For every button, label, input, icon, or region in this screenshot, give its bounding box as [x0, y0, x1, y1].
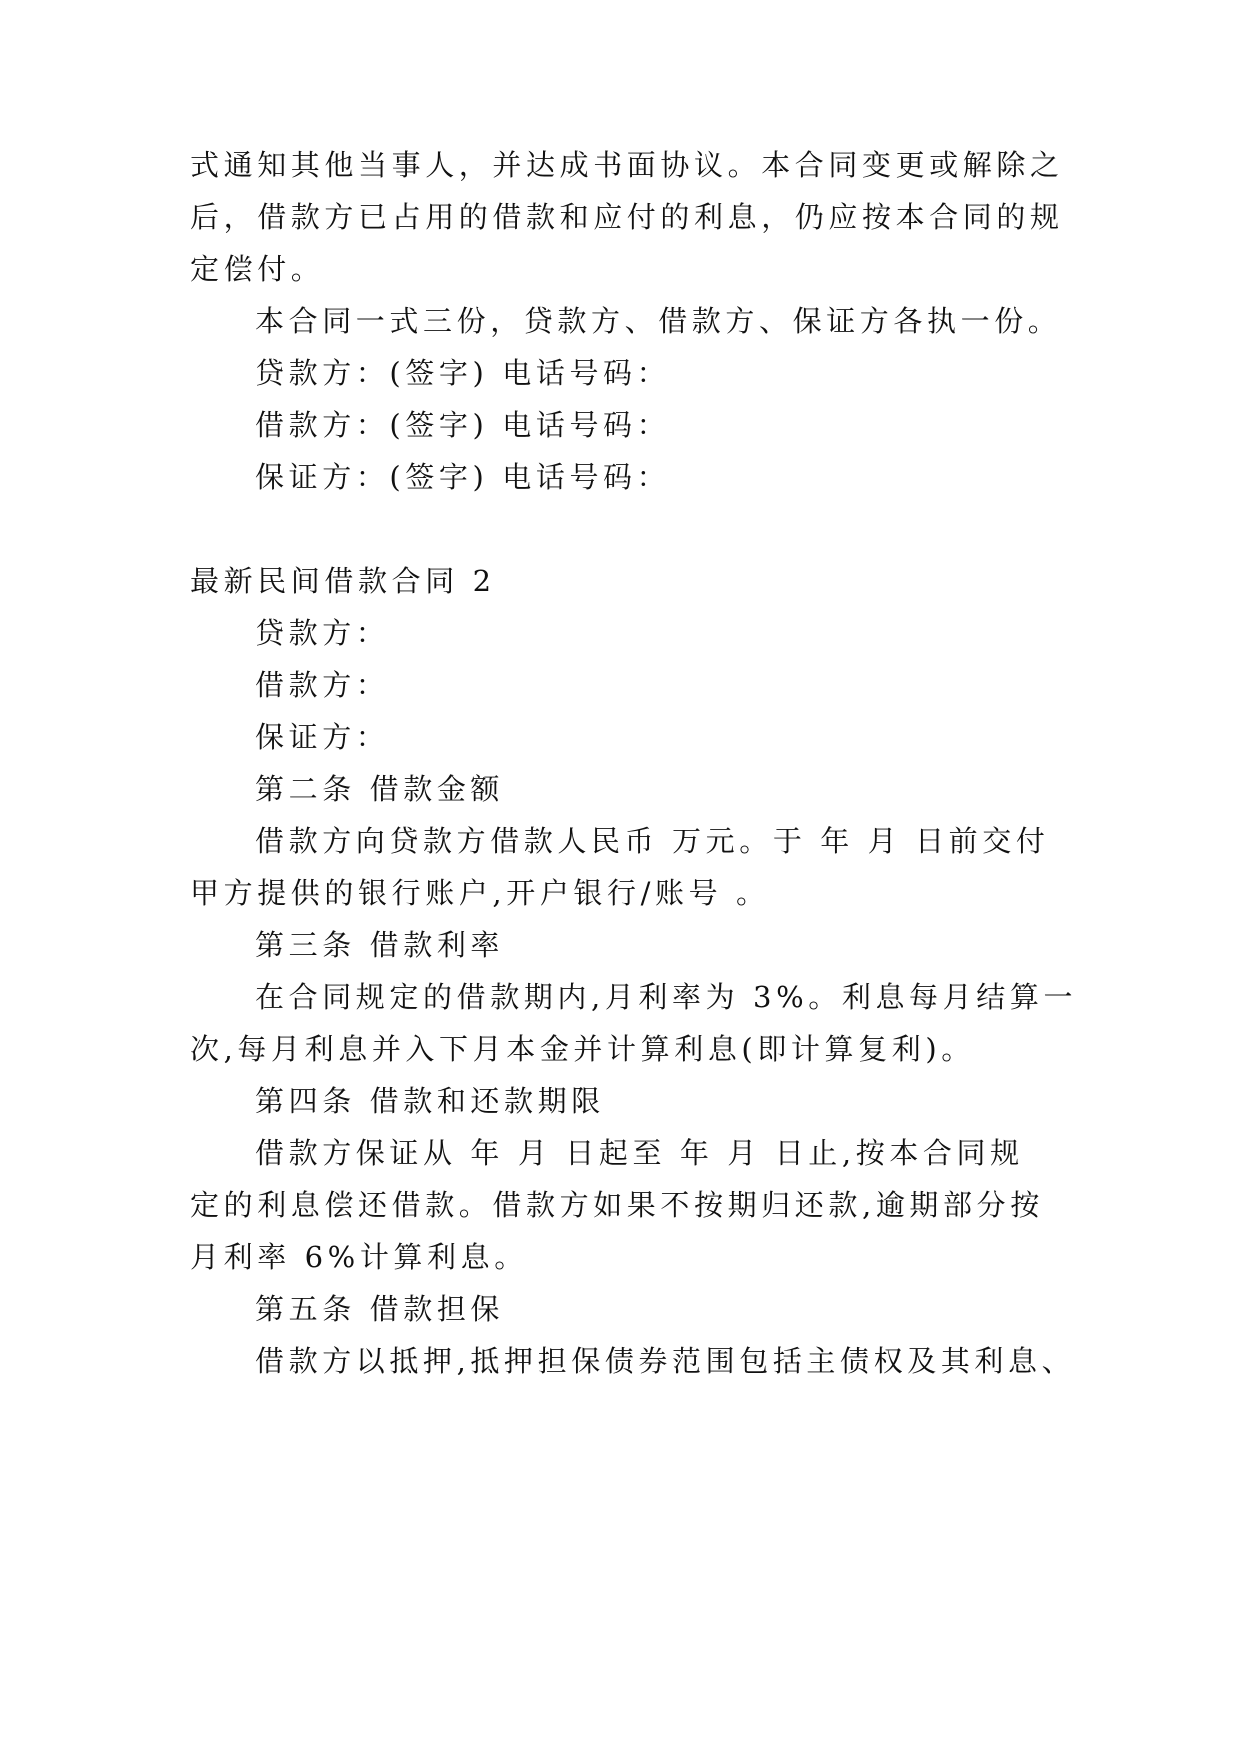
signature-line-borrower: 借款方：(签字) 电话号码： — [255, 408, 671, 442]
paragraph-line: 月利率 6%计算利息。 — [190, 1240, 528, 1274]
party-guarantor: 保证方： — [255, 720, 390, 754]
paragraph-line: 甲方提供的银行账户,开户银行/账号 。 — [190, 876, 770, 910]
section-title: 最新民间借款合同 2 — [190, 564, 496, 598]
paragraph-line: 定的利息偿还借款。借款方如果不按期归还款,逾期部分按 — [190, 1188, 1044, 1222]
article-heading: 第四条 借款和还款期限 — [255, 1084, 605, 1118]
paragraph-line: 本合同一式三份，贷款方、借款方、保证方各执一份。 — [255, 304, 1062, 338]
signature-line-guarantor: 保证方：(签字) 电话号码： — [255, 460, 671, 494]
paragraph-line: 借款方保证从 年 月 日起至 年 月 日止,按本合同规 — [255, 1136, 1024, 1170]
article-heading: 第二条 借款金额 — [255, 772, 505, 806]
paragraph-line: 在合同规定的借款期内,月利率为 3%。利息每月结算一 — [255, 980, 1078, 1014]
signature-line-lender: 贷款方：(签字) 电话号码： — [255, 356, 671, 390]
paragraph-line: 借款方以抵押,抵押担保债券范围包括主债权及其利息、 — [255, 1344, 1076, 1378]
party-lender: 贷款方： — [255, 616, 390, 650]
article-heading: 第五条 借款担保 — [255, 1292, 505, 1326]
paragraph-line: 借款方向贷款方借款人民币 万元。于 年 月 日前交付 — [255, 824, 1050, 858]
paragraph-line: 式通知其他当事人，并达成书面协议。本合同变更或解除之 — [190, 148, 1064, 182]
party-borrower: 借款方： — [255, 668, 390, 702]
article-heading: 第三条 借款利率 — [255, 928, 505, 962]
paragraph-line: 次,每月利息并入下月本金并计算利息(即计算复利)。 — [190, 1032, 975, 1066]
paragraph-line: 定偿付。 — [190, 252, 325, 286]
paragraph-line: 后，借款方已占用的借款和应付的利息，仍应按本合同的规 — [190, 200, 1064, 234]
